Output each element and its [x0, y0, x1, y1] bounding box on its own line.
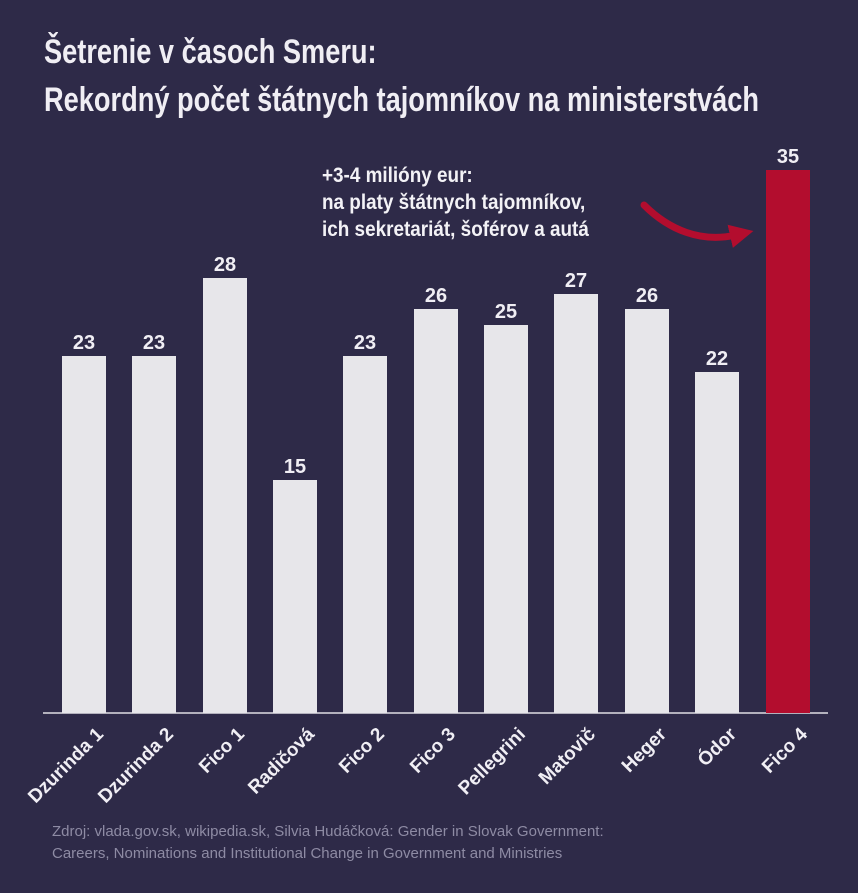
- chart-title-line2: Rekordný počet štátnych tajomníkov na ministerstvách: [44, 81, 759, 119]
- x-label-dzurinda-2: Dzurinda 2: [94, 724, 178, 808]
- source-line2: Careers, Nominations and Institutional Change in Government and Ministries: [52, 845, 563, 862]
- x-label-matovic: Matovič: [534, 724, 600, 789]
- annotation-line2: na platy štátnych tajomníkov,: [322, 191, 586, 214]
- bar-fico-2: [343, 356, 387, 713]
- bar-matovic: [554, 294, 598, 713]
- bar-odor: [695, 372, 739, 713]
- value-label-dzurinda-2: 23: [142, 332, 166, 354]
- value-label-pellegrini: 25: [494, 301, 518, 323]
- value-label-heger: 26: [635, 285, 659, 307]
- value-label-dzurinda-1: 23: [72, 332, 96, 354]
- x-label-heger: Heger: [617, 724, 671, 777]
- bar-radicova: [273, 480, 317, 713]
- value-label-fico-1: 28: [213, 254, 237, 276]
- source-credit: [52, 821, 604, 865]
- bar-pellegrini: [484, 325, 528, 713]
- annotation-line1: +3-4 milióny eur:: [322, 164, 473, 187]
- bar-fico-3: [414, 309, 458, 713]
- value-label-fico-2: 23: [353, 332, 377, 354]
- bar-dzurinda-2: [132, 356, 176, 713]
- annotation-line3: ich sekretariát, šoférov a autá: [322, 218, 589, 241]
- chart-title-line1: Šetrenie v časoch Smeru:: [44, 33, 377, 71]
- bar-dzurinda-1: [62, 356, 106, 713]
- x-label-radicova: Radičová: [244, 724, 319, 799]
- x-label-fico-2: Fico 2: [335, 724, 389, 778]
- x-label-fico-4: Fico 4: [758, 724, 812, 778]
- x-label-fico-1: Fico 1: [195, 724, 249, 778]
- x-label-fico-3: Fico 3: [406, 724, 460, 778]
- x-label-odor: Ódor: [693, 724, 741, 771]
- x-label-dzurinda-1: Dzurinda 1: [24, 724, 108, 808]
- x-label-pellegrini: Pellegrini: [454, 724, 530, 800]
- bar-fico-4: [766, 170, 810, 713]
- value-label-radicova: 15: [283, 456, 307, 478]
- source-line1: Zdroj: vlada.gov.sk, wikipedia.sk, Silvia Hudáčková: Gender in Slovak Government:: [52, 823, 604, 840]
- bar-fico-1: [203, 278, 247, 713]
- value-label-fico-3: 26: [424, 285, 448, 307]
- value-label-matovic: 27: [564, 270, 588, 292]
- value-label-fico-4: 35: [776, 146, 800, 168]
- bar-heger: [625, 309, 669, 713]
- value-label-odor: 22: [705, 348, 729, 370]
